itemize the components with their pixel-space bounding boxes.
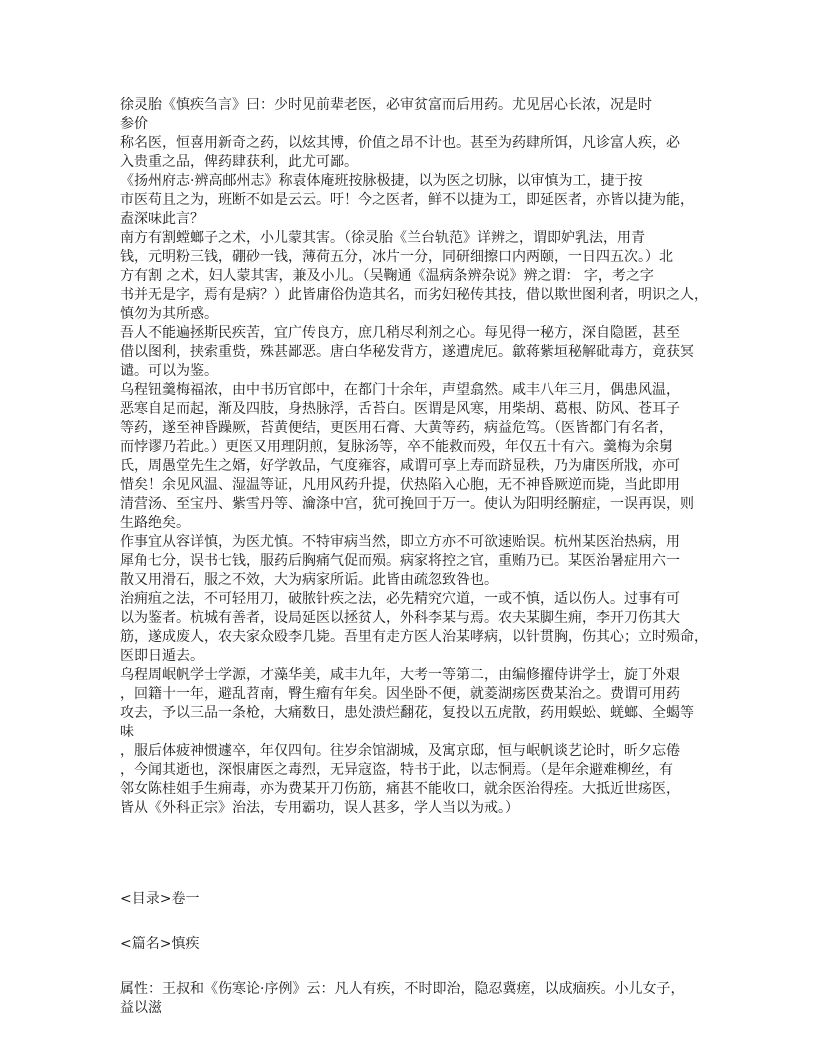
document-page (120, 96, 710, 1018)
text-line: 借以图利，挟索重赀，殊甚鄙恶。唐白华秘发背方，遂遭虎厄。歙蒋紫垣秘解砒毒方，竟获冥 (120, 344, 694, 360)
text-line: 慎勿为其所惑。 (120, 306, 218, 322)
text-line: ，服后体疲神惯遽卒，年仅四旬。往岁余馆湖城，及寓京邸，恒与岷帆谈艺论时，昕夕忘倦 (120, 743, 680, 759)
text-line: 以为鉴者。杭城有善者，设局延医以拯贫人，外科李某与焉。农夫某脚生痈，李开刀伤其大 (120, 610, 680, 626)
text-line: 清营汤、至宝丹、紫雪丹等、瀹涤中宫，犹可挽回于万一。使认为阳明经腑症，一误再误，则 (120, 496, 694, 512)
text-line: 而悖谬乃若此。）更医又用理阴煎，复脉汤等，卒不能救而殁，年仅五十有六。羹梅为余舅 (120, 439, 673, 455)
text-line: 等药，遂至神昏躁厥，苔黄便结，更医用石膏、大黄等药，病益危笃。（医皆都门有名者， (120, 420, 673, 436)
text-line: 乌程钮羹梅福浓，由中书历官郎中，在都门十余年，声望翕然。咸丰八年三月，偶患风温， (120, 382, 680, 398)
text-line: 称名医，恒喜用新奇之药，以炫其博，价值之昂不计也。甚至为药肆所饵，凡诊富人疾，必 (120, 135, 680, 151)
chapter-title: <篇名>慎疾 (120, 936, 200, 952)
text-line: 治痈疽之法，不可轻用刀，破脓针疾之法，必先精究穴道，一或不慎，适以伤人。过事有可 (120, 591, 680, 607)
text-line: 攻去，予以三品一条枪，大痛数日，患处溃烂翻花，复投以五虎散，药用蜈蚣、蜣螂、全蝎等 (120, 705, 694, 721)
text-line: 生路绝矣。 (120, 515, 190, 531)
text-line: 书并无是字，焉有是病？）此皆庸俗伪造其名，而劣妇秘传其技，借以欺世图利者，明识之人， (120, 287, 708, 303)
text-line: 筋，遂成废人，农夫家众殴李几毙。吾里有走方医人治某哮病，以针贯胸，伤其心；立时殒命， (120, 629, 708, 645)
text-line: 入贵重之品，俾药肆获利，此尤可鄙。 (120, 154, 358, 170)
text-line: 谴。可以为鉴。 (120, 363, 218, 379)
text-line: 徐灵胎《慎疾刍言》曰：少时见前辈老医，必审贫富而后用药。尤见居心长浓，况是时 (120, 97, 652, 113)
text-line: 作事宜从容详慎，为医尤慎。不特审病当然，即立方亦不可欲速贻误。杭州某医治热病，用 (120, 534, 680, 550)
text-line: 市医苟且之为，班断不如是云云。吁！今之医者，鲜不以捷为工，即延医者，亦皆以捷为能， (120, 192, 694, 208)
spacer (120, 909, 710, 935)
text-line: 氏，周愚堂先生之婿，好学敦品，气度雍容，咸谓可享上寿而跻显秩，乃为庸医所戕，亦可 (120, 458, 680, 474)
text-line: 方有割 之术，妇人蒙其害，兼及小儿。（吴鞠通《温病条辨杂说》辨之谓： 字，考之字 (120, 268, 654, 284)
text-line: 参价 (120, 116, 148, 132)
text-line: 散又用滑石，服之不效，大为病家所诟。此皆由疏忽致咎也。 (120, 572, 498, 588)
text-line: 皆从《外科正宗》治法，专用霸功，误人甚多，学人当以为戒。） (120, 800, 519, 816)
attribute-line: 属性：王叔和《伤寒论·序例》云：凡人有疾，不时即治，隐忍冀瘥，以成痼疾。小儿女子， (120, 981, 685, 997)
attribute-line: 益以滋 (120, 1000, 162, 1016)
text-line: 南方有割螳螂子之术，小儿蒙其害。（徐灵胎《兰台轨范》详辨之，谓即妒乳法，用青 (120, 230, 645, 246)
text-line: 吾人不能遍拯斯民疾苦，宜广传良方，庶几稍尽利剂之心。每见得一秘方，深自隐匿，甚至 (120, 325, 680, 341)
text-line: ，今闻其逝也，深恨庸医之毒烈，无异寇盗，特书于此，以志恫焉。（是年余避难柳丝，有 (120, 762, 673, 778)
body-text (120, 96, 710, 818)
text-line: 《扬州府志·辨高邮州志》称袁体庵班按脉极捷，以为医之切脉，以审慎为工，捷于按 (120, 173, 643, 189)
text-line: 医即日遁去。 (120, 648, 204, 664)
text-line: 犀角七分，误书七钱，服药后胸痛气促而殒。病家将控之官，重贿乃已。某医治暑症用六一 (120, 553, 680, 569)
text-line: 钱，元明粉三钱，硼砂一钱，薄荷五分，冰片一分，同研细擦口内两颐，一日四五次。）北 (120, 249, 673, 265)
text-line: 乌程周岷帆学士学源，才藻华美，咸丰九年，大考一等第二，由编修擢侍讲学士，旋丁外艰 (120, 667, 680, 683)
text-line: 味 (120, 724, 134, 740)
section-gap (120, 818, 710, 890)
text-line: 惜矣！余见风温、湿温等证，凡用风药升提，伏热陷入心胞，无不神昏厥逆而毙，当此即用 (120, 477, 680, 493)
spacer (120, 954, 710, 980)
catalog-line: <目录>卷一 (120, 891, 200, 907)
text-line: 恶寒自足而起，渐及四肢，身热脉浮，舌苔白。医谓是风寒，用柴胡、葛根、防风、苍耳子 (120, 401, 680, 417)
text-line: ，回籍十一年，避乱苕南，臀生瘤有年矣。因坐卧不便，就菱湖疡医费某治之。费谓可用药 (120, 686, 680, 702)
attribute-text (120, 980, 710, 1018)
text-line: 盍深味此言？ (120, 211, 204, 227)
text-line: 邻女陈桂姐手生痈毒，亦为费某开刀伤筋，痛甚不能收口，就余医治得痊。大抵近世疡医， (120, 781, 680, 797)
